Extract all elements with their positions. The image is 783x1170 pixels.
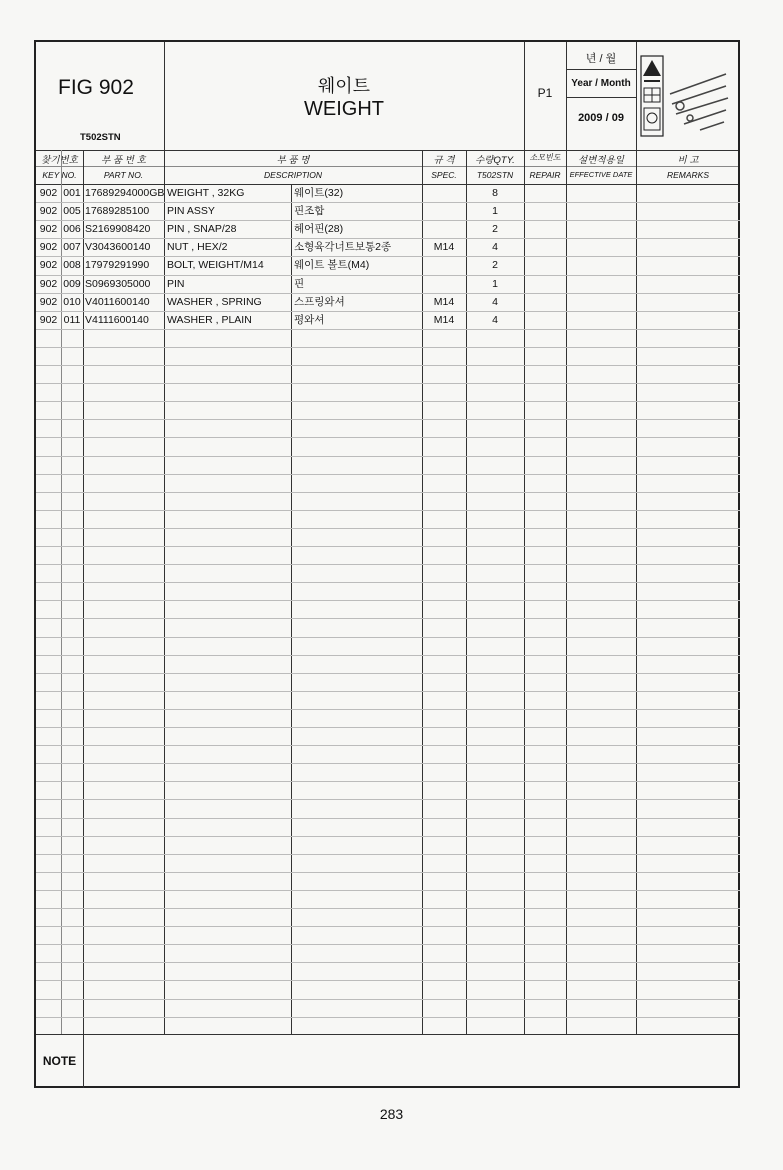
- issue-date: 2009 / 09: [578, 112, 624, 124]
- page-code: P1: [537, 86, 553, 100]
- description-en: NUT , HEX/2: [167, 241, 228, 254]
- description-en: WEIGHT , 32KG: [167, 187, 245, 199]
- row-rule: [36, 564, 740, 565]
- spec-value: M14: [433, 241, 455, 254]
- row-rule: [36, 600, 740, 601]
- fig-code: 902: [39, 205, 58, 218]
- model-name: T502STN: [80, 132, 121, 143]
- fig-code: 902: [39, 295, 58, 308]
- quantity: 4: [492, 313, 498, 326]
- fig-code: 902: [39, 187, 58, 199]
- row-rule: [36, 437, 740, 438]
- row-rule: [36, 890, 740, 891]
- description-en: PIN ASSY: [167, 205, 215, 218]
- description-ko: 핀조합: [294, 205, 325, 218]
- description-ko: 웨이트 볼트(M4): [294, 259, 370, 272]
- row-rule: [36, 1017, 740, 1018]
- quantity: 2: [492, 223, 498, 236]
- quantity: 8: [492, 187, 498, 199]
- part-number: S0969305000: [85, 277, 151, 290]
- col-qty-ko: 수량QTY.: [475, 155, 515, 166]
- part-number: V4011600140: [85, 295, 150, 308]
- row-rule: [36, 926, 740, 927]
- spec-value: M14: [433, 295, 455, 308]
- row-rule: [36, 836, 740, 837]
- col-key-ko: 찾기번호: [41, 155, 78, 166]
- col-remarks-en: REMARKS: [666, 170, 710, 180]
- description-en: PIN: [167, 277, 185, 290]
- col-remarks-ko: 비 고: [677, 155, 699, 166]
- col-repair-en: REPAIR: [529, 170, 561, 180]
- row-rule: [36, 691, 740, 692]
- key-number: 010: [63, 295, 81, 308]
- col-effective-en: EFFECTIVE DATE: [569, 170, 633, 179]
- key-number: 005: [63, 205, 81, 218]
- fig-code: 902: [39, 313, 58, 326]
- row-rule: [36, 329, 740, 330]
- col-spec-en: SPEC.: [431, 170, 457, 180]
- header-divider: [636, 42, 637, 150]
- row-rule: [36, 872, 740, 873]
- row-rule: [36, 980, 740, 981]
- col-repair-ko: 소모빈도: [529, 153, 561, 162]
- row-rule: [36, 908, 740, 909]
- title-korean: 웨이트: [317, 76, 371, 96]
- description-ko: 평와셔: [294, 313, 325, 326]
- row-rule: [36, 546, 740, 547]
- col-desc-en: DESCRIPTION: [263, 170, 323, 180]
- row-rule: [36, 347, 740, 348]
- key-number: 009: [63, 277, 81, 290]
- quantity: 1: [492, 277, 498, 290]
- quantity: 4: [492, 295, 498, 308]
- description-en: WASHER , SPRING: [167, 295, 262, 308]
- parts-table-body: [36, 184, 740, 1034]
- row-rule: [36, 618, 740, 619]
- key-number: 007: [63, 241, 81, 254]
- row-rule: [36, 637, 740, 638]
- row-rule: [36, 818, 740, 819]
- row-rule: [36, 401, 740, 402]
- row-rule: [36, 962, 740, 963]
- key-number: 008: [63, 259, 81, 272]
- fig-code: 902: [39, 241, 58, 254]
- quantity: 2: [492, 259, 498, 272]
- col-qty-en: T502STN: [476, 170, 514, 180]
- description-ko: 스프링와셔: [294, 295, 345, 308]
- col-desc-ko: 부 품 명: [276, 155, 310, 166]
- row-rule: [36, 474, 740, 475]
- quantity: 1: [492, 205, 498, 218]
- row-rule: [36, 727, 740, 728]
- page-title: WEIGHT: [304, 98, 384, 120]
- row-rule: [36, 365, 740, 366]
- description-en: PIN , SNAP/28: [167, 223, 237, 236]
- row-rule: [36, 582, 740, 583]
- description-en: BOLT, WEIGHT/M14: [167, 259, 264, 272]
- col-part-en: PART NO.: [103, 170, 144, 180]
- row-rule: [36, 799, 740, 800]
- part-number: 17979291990: [85, 259, 150, 272]
- description-en: WASHER , PLAIN: [167, 313, 252, 326]
- part-number: V4111600140: [85, 313, 149, 326]
- description-ko: 소형육각너트보통2종: [294, 241, 392, 254]
- parts-table-frame: [34, 40, 740, 1088]
- description-ko: 웨이트(32): [294, 187, 344, 199]
- col-effective-ko: 설변적용일: [578, 155, 624, 166]
- row-rule: [36, 383, 740, 384]
- row-rule: [36, 781, 740, 782]
- col-key-en: KEY NO.: [42, 170, 77, 180]
- page-number: 283: [379, 1106, 404, 1122]
- row-rule: [36, 492, 740, 493]
- row-rule: [36, 510, 740, 511]
- row-rule: [36, 763, 740, 764]
- description-ko: 헤어핀(28): [294, 223, 344, 236]
- note-label: NOTE: [42, 1054, 77, 1068]
- part-number: V3043600140: [85, 241, 151, 254]
- col-spec-ko: 규 격: [433, 155, 455, 166]
- fig-code: 902: [39, 277, 58, 290]
- year-month-label-ko: 년 / 월: [585, 53, 617, 65]
- row-rule: [36, 745, 740, 746]
- row-rule: [36, 999, 740, 1000]
- key-number: 011: [63, 313, 81, 326]
- row-rule: [36, 709, 740, 710]
- part-number: 17689285100: [85, 205, 150, 218]
- key-number: 001: [63, 187, 81, 199]
- row-rule: [36, 673, 740, 674]
- row-rule: [36, 655, 740, 656]
- fig-code: 902: [39, 223, 58, 236]
- description-ko: 핀: [294, 277, 305, 290]
- quantity: 4: [492, 241, 498, 254]
- row-rule: [36, 419, 740, 420]
- fig-number: FIG 902: [58, 76, 134, 99]
- year-month-label-en: Year / Month: [571, 78, 631, 89]
- fig-code: 902: [39, 259, 58, 272]
- key-number: 006: [63, 223, 81, 236]
- row-rule: [36, 456, 740, 457]
- row-rule: [36, 528, 740, 529]
- row-rule: [36, 854, 740, 855]
- spec-value: M14: [433, 313, 455, 326]
- col-part-ko: 부 품 번 호: [101, 155, 146, 166]
- safety-warning-tools-icon: [640, 54, 732, 138]
- row-rule: [36, 944, 740, 945]
- part-number: 17689294000GB: [85, 187, 164, 199]
- part-number: S2169908420: [85, 223, 151, 236]
